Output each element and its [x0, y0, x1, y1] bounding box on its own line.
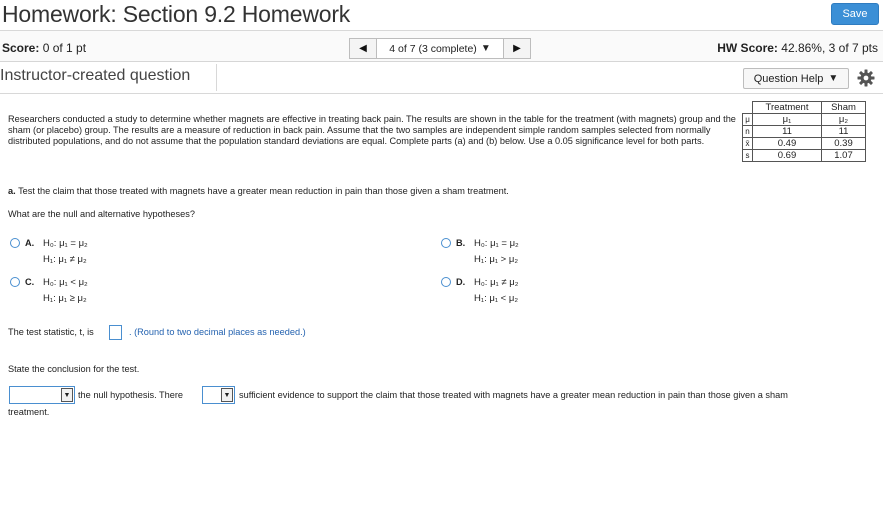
previous-question-button[interactable] — [349, 38, 377, 59]
option-d-h1: H₁: μ₁ < μ₂ — [474, 293, 519, 304]
part-a-label: a. — [8, 186, 16, 196]
option-b-radio[interactable] — [441, 238, 451, 248]
option-c-radio[interactable] — [10, 277, 20, 287]
option-a-h1: H₁: μ₁ ≠ μ₂ — [43, 254, 87, 265]
column-header-sham: Sham — [822, 102, 866, 114]
conclusion-tail-text: sufficient evidence to support the claim that those treated with magnets have a greater mean reduction in pain than those given a sham — [239, 390, 788, 400]
row-label: s — [743, 150, 753, 162]
reject-dropdown[interactable] — [9, 386, 75, 404]
question-intro: Researchers conducted a study to determine whether magnets are effective in treating back pain. The results are shown in the table for the treatment (with magnets) group and the sham (or placebo) group. The results are a measure of reduction in back pain. Assume that the two samples are independent simple random samples selected from normally distributed populations, and do not assume that the population standard deviations are equal. Complete parts (a) and (b) below. Use a 0.05 significance level for both parts. — [8, 114, 736, 146]
conclusion-prompt: State the conclusion for the test. — [8, 364, 140, 374]
table-header-row — [743, 102, 866, 114]
caret-down-icon: ▼ — [61, 388, 73, 402]
rounding-hint: . (Round to two decimal places as needed.) — [129, 327, 306, 337]
evidence-dropdown[interactable] — [202, 386, 235, 404]
part-a-prompt — [8, 186, 509, 196]
gear-icon[interactable] — [856, 68, 876, 88]
option-b-h1: H₁: μ₁ > μ₂ — [474, 254, 519, 265]
option-b-letter: B. — [456, 238, 466, 248]
question-type: Instructor-created question — [0, 67, 191, 84]
score-label: Score: — [2, 41, 40, 55]
divider — [0, 93, 883, 94]
triangle-left-icon: ◀ — [359, 43, 367, 54]
option-c-h1: H₁: μ₁ ≥ μ₂ — [43, 293, 87, 304]
option-d-h0: H₀: μ₁ ≠ μ₂ — [474, 277, 519, 288]
option-a-letter: A. — [25, 238, 35, 248]
table-cell: 1.07 — [822, 150, 866, 162]
conclusion-mid-text: the null hypothesis. There — [78, 390, 184, 400]
question-navigator[interactable] — [377, 38, 503, 59]
caret-down-icon: ▼ — [221, 388, 233, 402]
table-cell: μ₁ — [753, 114, 822, 126]
caret-down-icon: ▼ — [480, 43, 491, 54]
table-cell: 0.49 — [753, 138, 822, 150]
option-c-h0: H₀: μ₁ < μ₂ — [43, 277, 88, 288]
table-row — [743, 150, 866, 162]
question-help-label: Question Help — [753, 72, 824, 85]
table-cell: 0.69 — [753, 150, 822, 162]
option-d-radio[interactable] — [441, 277, 451, 287]
hypotheses-prompt: What are the null and alternative hypotheses? — [8, 209, 195, 219]
option-a-h0: H₀: μ₁ = μ₂ — [43, 238, 88, 249]
page-title: Homework: Section 9.2 Homework — [2, 1, 351, 27]
table-cell: 11 — [822, 126, 866, 138]
test-statistic-input[interactable] — [109, 325, 122, 340]
option-d-letter: D. — [456, 277, 466, 287]
test-statistic-label: The test statistic, t, is — [8, 327, 94, 337]
hw-score-label: HW Score: — [717, 41, 778, 55]
conclusion-wrap-text: treatment. — [8, 407, 50, 417]
next-question-button[interactable] — [503, 38, 531, 59]
row-label: μ — [743, 114, 753, 126]
question-help-button[interactable] — [743, 68, 849, 89]
table-row — [743, 126, 866, 138]
data-table — [742, 101, 866, 162]
hw-score-value: 42.86%, 3 of 7 pts — [781, 41, 878, 55]
row-label: x̄ — [743, 138, 753, 150]
score — [2, 41, 86, 55]
hw-score — [717, 41, 878, 55]
save-button[interactable]: Save — [831, 3, 879, 25]
score-value: 0 of 1 pt — [42, 41, 87, 55]
part-a-text: Test the claim that those treated with magnets have a greater mean reduction in pain than those given a sham treatment. — [18, 186, 509, 196]
triangle-right-icon: ▶ — [513, 43, 521, 54]
option-a-radio[interactable] — [10, 238, 20, 248]
table-row — [743, 138, 866, 150]
caret-down-icon: ▼ — [828, 73, 839, 84]
option-c-letter: C. — [25, 277, 35, 287]
table-row — [743, 114, 866, 126]
table-cell: 11 — [753, 126, 822, 138]
table-cell: 0.39 — [822, 138, 866, 150]
table-cell: μ₂ — [822, 114, 866, 126]
question-position: 4 of 7 (3 complete) — [389, 42, 477, 55]
column-header-treatment: Treatment — [753, 102, 822, 114]
option-b-h0: H₀: μ₁ = μ₂ — [474, 238, 519, 249]
row-label: n — [743, 126, 753, 138]
